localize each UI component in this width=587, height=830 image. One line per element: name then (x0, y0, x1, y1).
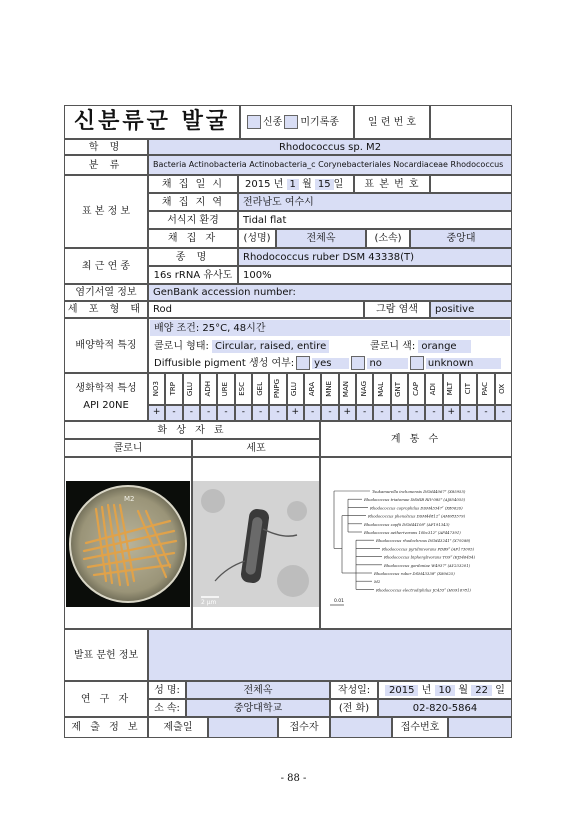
year-unit: 년 (273, 178, 284, 190)
unrecorded-label: 미기록종 (300, 116, 339, 128)
collector-org-label: (소속) (366, 229, 410, 248)
tree-scale-label: 0.01 (334, 599, 345, 604)
phylogenetic-tree-label: 계 통 수 (320, 421, 512, 457)
colony-image-label: 콜로니 (64, 439, 192, 457)
api-test-name: MAL (377, 381, 386, 397)
api-test-result[interactable]: - (477, 405, 494, 421)
submission-date-label: 제출일 (148, 717, 208, 738)
collection-date-label: 채 집 일 시 (148, 175, 238, 193)
collection-region-label: 채 집 지 역 (148, 193, 238, 211)
colony-form-row (150, 338, 360, 354)
new-species-label: 신종 (263, 116, 283, 128)
api-test-result[interactable]: - (217, 405, 234, 421)
phylogenetic-tree (322, 481, 510, 611)
api-test-header (425, 373, 442, 405)
pigment-no-label: no (367, 358, 407, 369)
image-section-label: 화 상 자 료 (64, 421, 320, 439)
collector-label: 채 집 자 (148, 229, 238, 248)
tree-leaf-label: Rhodococcus zopfii DSM44108ᵀ (AF191343) (364, 521, 450, 527)
api-test-header (183, 373, 200, 405)
sequence-info-value[interactable]: GenBank accession number: (148, 284, 512, 301)
submission-date-value[interactable] (208, 717, 278, 738)
pigment-yes-label: yes (312, 358, 349, 369)
form-title: 신분류군 발굴 (64, 105, 240, 139)
researcher-label: 연 구 자 (64, 681, 148, 717)
api-test-name: PAC (481, 382, 490, 396)
api-test-result[interactable]: - (269, 405, 286, 421)
written-day-unit: 일 (495, 684, 505, 696)
api-test-name: TRP (169, 382, 178, 396)
receipt-no-value[interactable] (448, 717, 512, 738)
api-test-name: MNE (325, 381, 334, 397)
tree-leaf-label: Rhodococcus triatomae IMMIB RIV-085ᵀ (AJ854055) (364, 497, 466, 503)
collector-org-value[interactable]: 중앙대 (410, 229, 512, 248)
pigment-unknown-checkbox[interactable] (410, 356, 424, 370)
colony-color-row (366, 338, 510, 354)
api-test-header (235, 373, 252, 405)
api-test-name: GLU (186, 381, 195, 397)
colony-color-label: 콜로니 색: (370, 340, 416, 352)
written-day: 22 (471, 685, 492, 696)
api-test-result[interactable]: - (408, 405, 425, 421)
api-test-name: URE (221, 381, 230, 397)
tree-leaf-label: Rhodococcus electrodiphilus JC435ᵀ (HG916781) (376, 587, 471, 593)
api-test-name: CIT (463, 383, 472, 395)
receiver-label: 접수자 (278, 717, 330, 738)
api-test-result[interactable]: - (425, 405, 442, 421)
specimen-no-label: 표 본 번 호 (354, 175, 430, 193)
culture-features-label: 배양학적 특징 (64, 318, 148, 373)
pigment-no-checkbox[interactable] (351, 356, 365, 370)
publication-value[interactable] (148, 629, 512, 681)
api-test-result[interactable]: + (339, 405, 356, 421)
api-test-header (356, 373, 373, 405)
tree-leaf-label: Tsukamurella inchonensis DSM44067ᵀ (X85955) (372, 489, 466, 494)
pigment-yes-checkbox[interactable] (296, 356, 310, 370)
written-date-value[interactable] (378, 681, 512, 699)
similarity-value[interactable]: 100% (238, 266, 512, 284)
collection-year: 2015 (245, 178, 271, 190)
collection-date-value[interactable] (238, 175, 354, 193)
api-test-header (148, 373, 165, 405)
collector-name-value[interactable]: 전체옥 (276, 229, 366, 248)
api-test-result[interactable]: - (252, 405, 269, 421)
biochem-label-line1: 생화학적 특성 (75, 383, 137, 394)
classification-value[interactable]: Bacteria Actinobacteria Actinobacteria_c Corynebacteriales Nocardiaceae Rhodococcus (148, 155, 512, 175)
api-test-header (495, 373, 512, 405)
api-test-result[interactable]: - (200, 405, 217, 421)
submission-label: 제 출 정 보 (64, 717, 148, 738)
api-test-header (443, 373, 460, 405)
api-test-name: ARA (307, 381, 316, 397)
tree-leaf-label: Rhodococcus biphenylivorans TG9ᵀ (KJ546454) (384, 554, 476, 560)
pigment-label: Diffusible pigment 생성 여부: (154, 357, 295, 369)
phone-value[interactable]: 02-820-5864 (378, 699, 512, 717)
relative-species-name-value[interactable]: Rhodococcus ruber DSM 43338(T) (238, 248, 512, 266)
serial-no-label: 일 련 번 호 (354, 105, 430, 139)
api-test-name: MLT (446, 382, 455, 396)
habitat-label: 서식지 환경 (148, 211, 238, 229)
api-test-header (321, 373, 338, 405)
api-test-header (391, 373, 408, 405)
colony-form-label: 콜로니 형태: (154, 340, 209, 352)
api-test-result[interactable]: - (235, 405, 252, 421)
api-test-name: CAP (411, 382, 420, 396)
written-month: 10 (435, 685, 456, 696)
researcher-org-value[interactable]: 중앙대학교 (186, 699, 330, 717)
api-test-name: OX (498, 384, 507, 394)
api-test-name: PNPG (273, 379, 282, 399)
api-test-name: NAG (359, 381, 368, 397)
api-test-header (339, 373, 356, 405)
api-test-header (165, 373, 182, 405)
collection-month: 1 (287, 179, 299, 190)
api-test-header (373, 373, 390, 405)
tree-leaf-label: Rhodococcus phenolicus DSM44812ᵀ (AM083579) (368, 513, 466, 519)
api-test-result[interactable]: - (165, 405, 182, 421)
api-test-result[interactable]: - (356, 405, 373, 421)
culture-condition[interactable]: 배양 조건: 25°C, 48시간 (150, 320, 510, 336)
tree-leaf-label: Rhodococcus pyridinivorans PDB9ᵀ (AF173005) (382, 546, 475, 552)
colony-plate-mark: M2 (124, 495, 135, 503)
api-test-name: ESC (238, 382, 247, 396)
api-test-name: MAN (342, 380, 351, 398)
collection-day: 15 (315, 179, 334, 190)
api-test-header (217, 373, 234, 405)
api-test-name: ADI (429, 382, 438, 396)
tree-leaf-label: Rhodococcus coprophilus DSM43347ᵀ (X80626) (370, 505, 463, 511)
api-test-name: GLU (290, 381, 299, 397)
colony-form-value[interactable]: Circular, raised, entire (212, 340, 329, 353)
habitat-value[interactable]: Tidal flat (238, 211, 512, 229)
written-year-unit: 년 (421, 684, 432, 696)
unrecorded-checkbox[interactable] (284, 115, 298, 129)
new-species-checkbox[interactable] (247, 115, 261, 129)
scientific-name-label: 학 명 (64, 139, 148, 155)
api-test-result[interactable]: - (304, 405, 321, 421)
species-type-options (240, 105, 354, 139)
biochem-label (64, 373, 148, 421)
written-date-label: 작성일: (330, 681, 378, 699)
api-test-name: NO3 (151, 381, 160, 397)
cell-form-value[interactable]: Rod (148, 301, 364, 318)
api-test-header (460, 373, 477, 405)
api-test-header (200, 373, 217, 405)
relative-species-label: 최 근 연 종 (64, 248, 148, 284)
api-test-result[interactable]: + (148, 405, 165, 421)
tree-leaf-label: Rhodococcus ruber DSM43338ᵀ (X80625) (374, 571, 455, 576)
written-month-unit: 월 (458, 684, 469, 696)
tree-leaf-label: Rhodococcus gordoniae W4937ᵀ (AY233201) (384, 562, 471, 568)
sequence-info-label: 염기서열 정보 (64, 284, 148, 301)
similarity-label: 16s rRNA 유사도 (148, 266, 238, 284)
specimen-info-label: 표 본 정 보 (64, 175, 148, 248)
micrograph-scale: 2 µm (201, 599, 217, 606)
relative-species-name-label: 종 명 (148, 248, 238, 266)
month-unit: 월 (302, 178, 312, 190)
biochem-label-line2: API 20NE (83, 400, 129, 411)
written-year: 2015 (385, 685, 418, 696)
collector-name-label: (성명) (238, 229, 276, 248)
serial-no-value[interactable] (430, 105, 512, 139)
tree-leaf-label: M2 (374, 579, 381, 585)
receiver-value[interactable] (330, 717, 392, 738)
api-test-name: GEL (255, 382, 264, 396)
cell-image-label: 세포 (192, 439, 320, 457)
researcher-org-label: 소 속: (148, 699, 186, 717)
cell-micrograph (193, 481, 319, 607)
page-number: - 88 - (280, 773, 307, 784)
scientific-name-value[interactable]: Rhodococcus sp. M2 (148, 139, 512, 155)
api-test-header (287, 373, 304, 405)
publication-label: 발표 문헌 정보 (64, 629, 148, 681)
api-test-header (304, 373, 321, 405)
specimen-no-value[interactable] (430, 175, 512, 193)
api-test-header (408, 373, 425, 405)
collection-region-value[interactable]: 전라남도 여수시 (238, 193, 512, 211)
tree-leaf-label: Rhodococcus rhodochrous DSM43241ᵀ (X79288) (376, 538, 471, 544)
api-test-result[interactable]: - (391, 405, 408, 421)
phone-label: (전 화) (330, 699, 378, 717)
tree-leaf-label: Rhodococcus aetherivorans 10bc312ᵀ (AF447391) (364, 530, 461, 535)
researcher-name-value[interactable]: 전체옥 (186, 681, 330, 699)
colony-color-value[interactable]: orange (418, 340, 470, 353)
api-test-result[interactable]: - (460, 405, 477, 421)
api-test-result[interactable]: - (373, 405, 390, 421)
gram-stain-value[interactable]: positive (430, 301, 512, 318)
api-test-header (269, 373, 286, 405)
cell-form-label: 세 포 형 태 (64, 301, 148, 318)
day-unit: 일 (333, 178, 344, 190)
api-test-header (252, 373, 269, 405)
pigment-unknown-label: unknown (426, 358, 501, 369)
pigment-row (150, 355, 510, 371)
api-test-header (477, 373, 494, 405)
api-test-result[interactable]: - (183, 405, 200, 421)
api-test-result[interactable]: + (443, 405, 460, 421)
api-test-result[interactable]: - (321, 405, 338, 421)
receipt-no-label: 접수번호 (392, 717, 448, 738)
colony-photo (66, 481, 190, 607)
api-test-name: ADH (203, 381, 212, 397)
api-test-result[interactable]: + (287, 405, 304, 421)
researcher-name-label: 성 명: (148, 681, 186, 699)
gram-stain-label: 그람 염색 (364, 301, 430, 318)
classification-label: 분 류 (64, 155, 148, 175)
api-test-result[interactable]: - (495, 405, 512, 421)
api-test-name: GNT (394, 381, 403, 397)
